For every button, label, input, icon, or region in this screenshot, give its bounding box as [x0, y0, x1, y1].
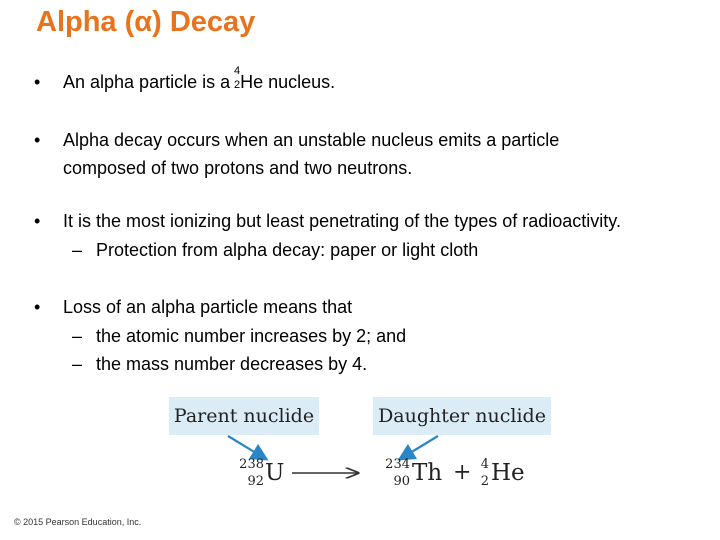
daughter-atomic-number: 90 — [393, 474, 410, 489]
plus-sign: + — [453, 460, 472, 485]
bullet-line-1: It is the most ionizing but least penetrating of the types of radioactivity. — [63, 211, 621, 231]
parent-nuclide-label: Parent nuclide — [169, 397, 319, 435]
isotope-symbol: He — [240, 72, 264, 92]
dash-marker: – — [72, 326, 83, 346]
bullet-line-1: Alpha decay occurs when an unstable nucleus emits a particle — [63, 130, 560, 150]
isotope-atomic-number: 2 — [233, 79, 241, 91]
bullet-text-before: An alpha particle is a — [63, 72, 231, 92]
isotope-mass-number: 4 — [233, 65, 241, 77]
daughter-nuclide-label: Daughter nuclide — [373, 397, 551, 435]
daughter-pointer-arrow — [405, 436, 438, 456]
parent-mass-number: 238 — [239, 457, 264, 472]
bullet-line-1: Loss of an alpha particle means that — [63, 297, 353, 317]
parent-atomic-number: 92 — [247, 474, 264, 489]
bullet-marker: • — [34, 211, 41, 231]
daughter-mass-number: 234 — [385, 457, 410, 472]
bullet-line-2: composed of two protons and two neutrons. — [63, 158, 413, 178]
alpha-symbol: He — [491, 460, 525, 486]
dash-marker: – — [72, 354, 83, 374]
dash-marker: – — [72, 240, 83, 260]
sub-bullet-text: the mass number decreases by 4. — [96, 354, 368, 374]
alpha-mass-number: 4 — [480, 457, 489, 472]
bullet-marker: • — [34, 72, 41, 92]
alpha-particle-helium — [476, 455, 528, 495]
parent-pointer-arrow — [228, 436, 261, 456]
daughter-nuclide-thorium — [380, 455, 444, 495]
daughter-symbol: Th — [412, 460, 443, 486]
alpha-atomic-number: 2 — [480, 474, 489, 489]
bullet-text-after: nucleus. — [263, 72, 336, 92]
parent-symbol: U — [265, 460, 285, 486]
bullet-marker: • — [34, 130, 41, 150]
slide-title: Alpha (α) Decay — [36, 6, 256, 38]
copyright-notice: © 2015 Pearson Education, Inc. — [14, 517, 142, 527]
parent-nuclide-uranium — [234, 455, 294, 495]
bullet-marker: • — [34, 297, 41, 317]
sub-bullet-text: Protection from alpha decay: paper or light cloth — [96, 240, 479, 260]
sub-bullet-text: the atomic number increases by 2; and — [96, 326, 407, 346]
